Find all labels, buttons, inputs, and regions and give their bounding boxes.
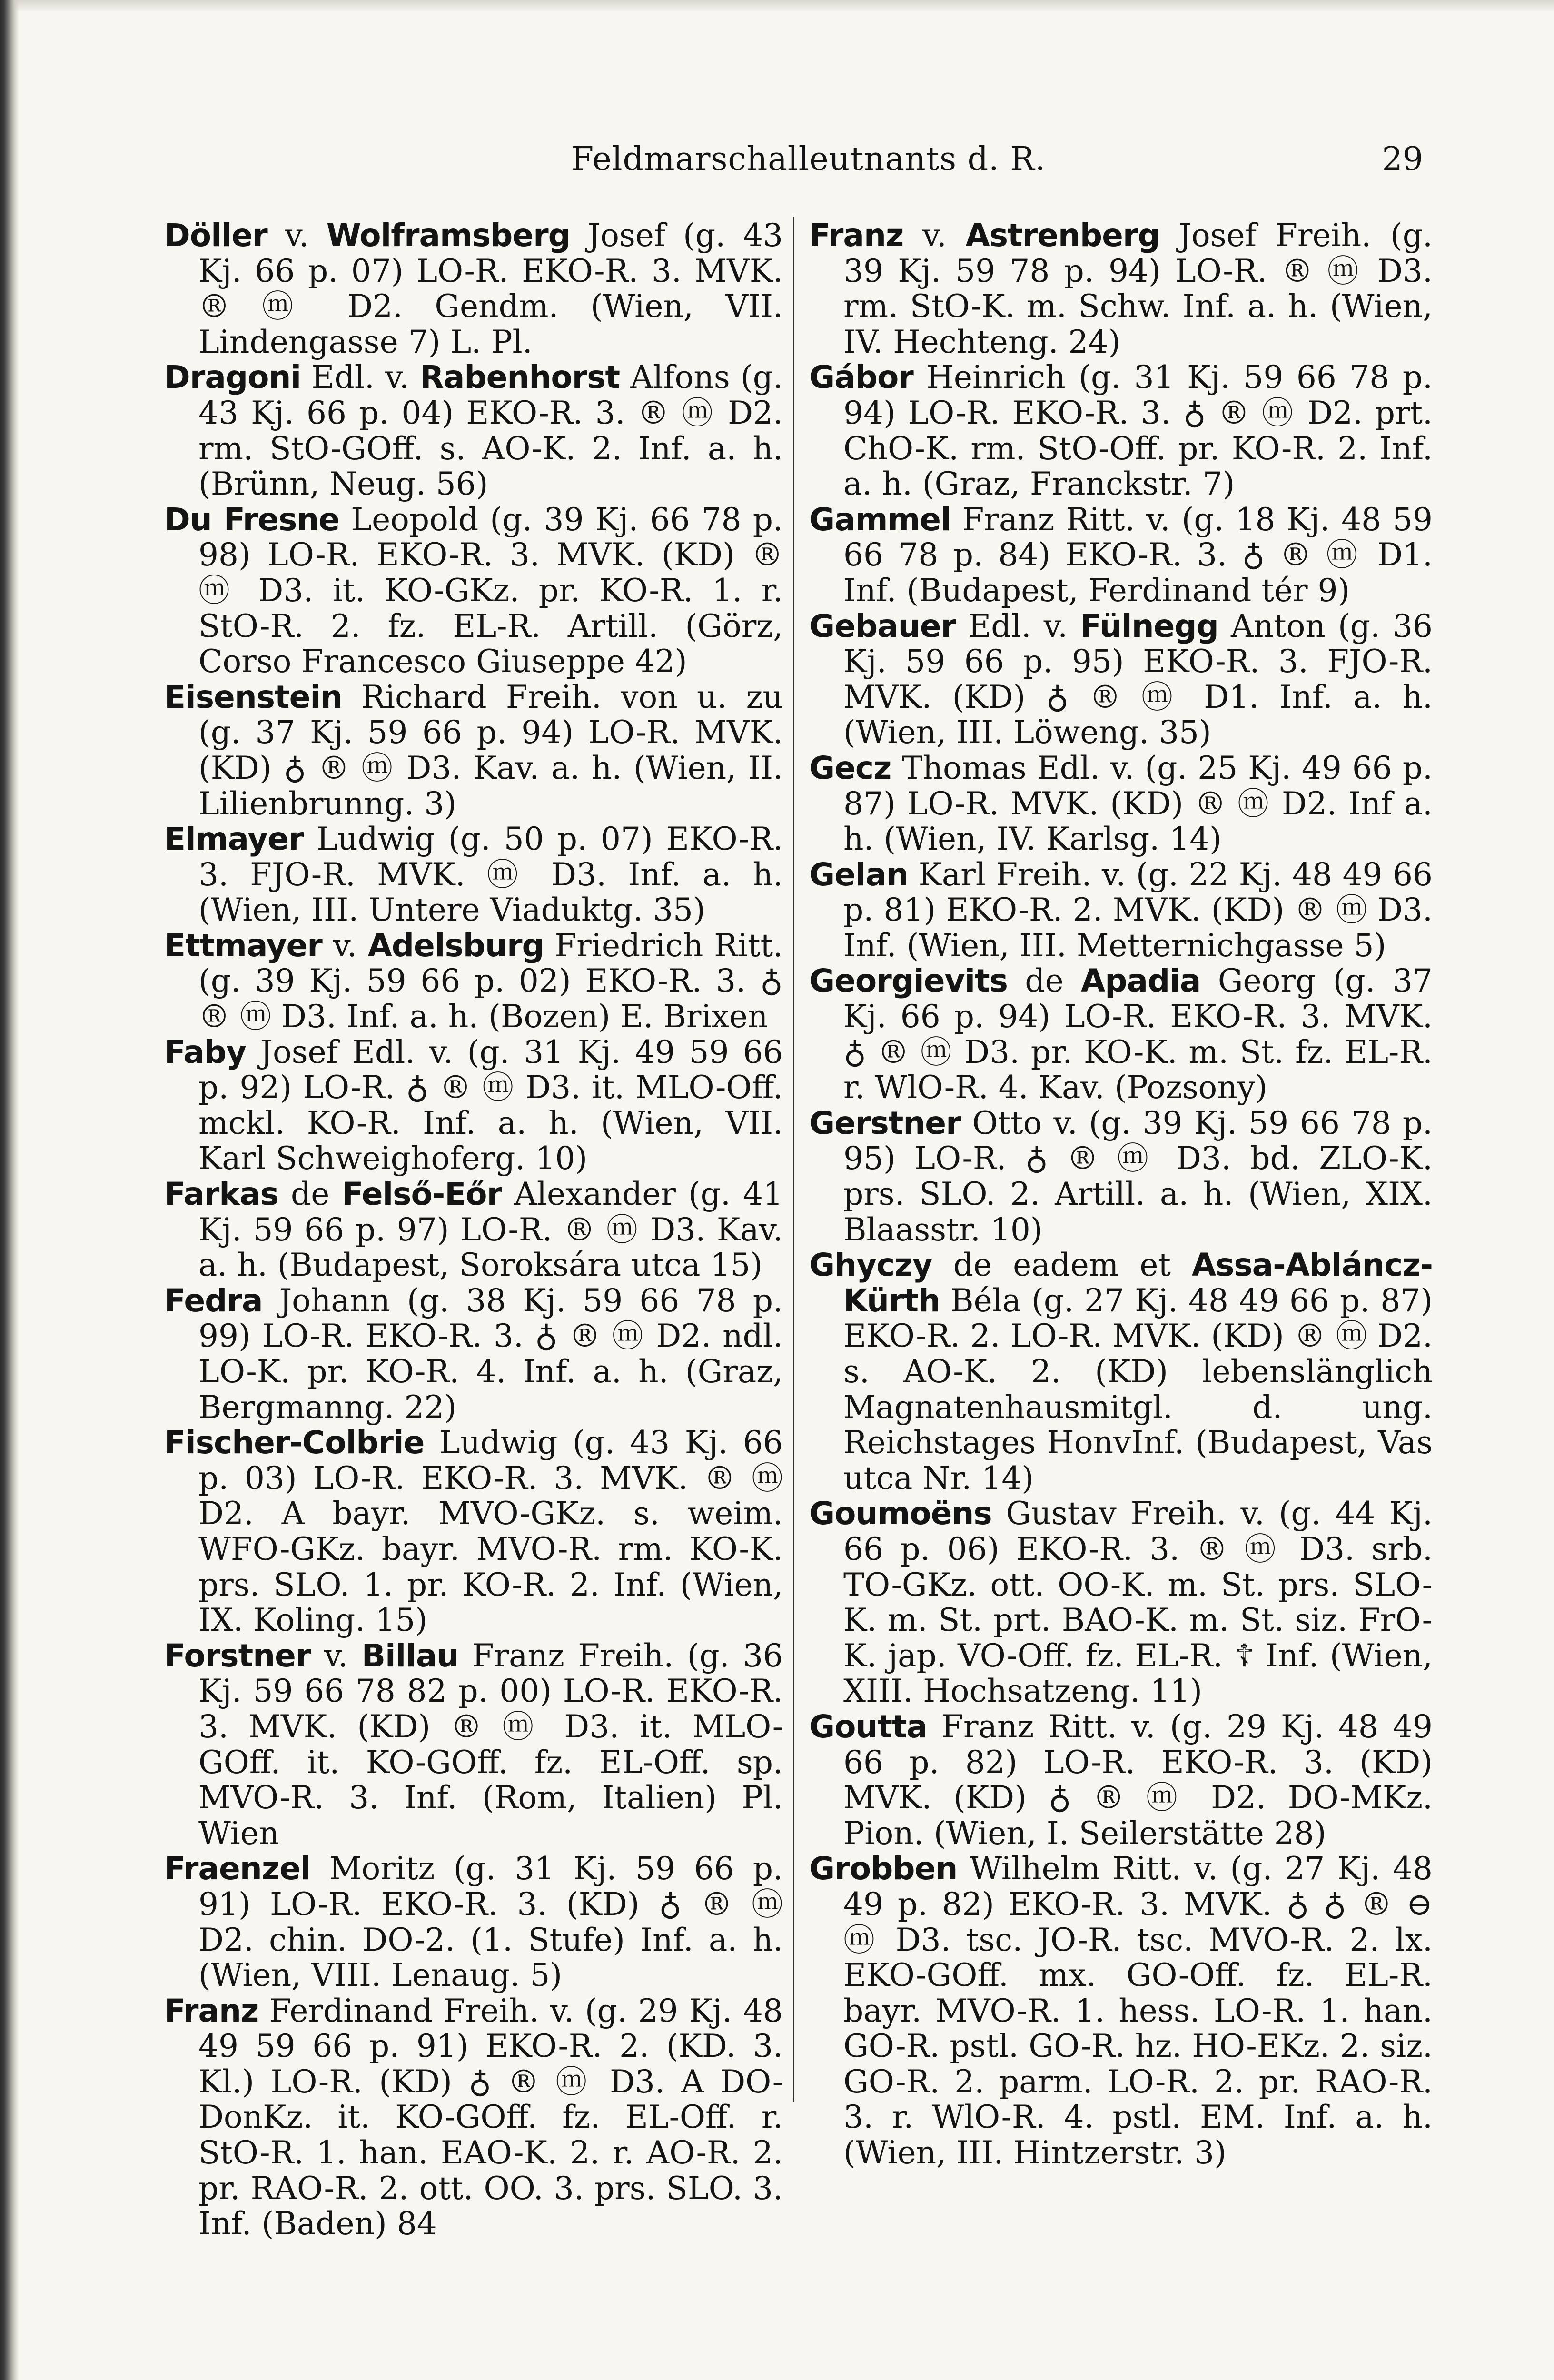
biography-entry (164, 1993, 783, 2242)
entry-headword: Apadia (1081, 962, 1201, 1000)
biography-entry (164, 1638, 783, 1852)
entry-text: Anton (g. 36 Kj. 59 66 p. 95) EKO-R. 3. FJO-R. MVK. (KD) ♁ ® ⓜ D1. Inf. a. h. (Wien, III. Löweng. 35) (843, 607, 1433, 751)
biography-entry (809, 360, 1433, 502)
entry-headword: Elmayer (164, 821, 304, 858)
entry-headword: Gelan (809, 856, 909, 893)
entry-text: Leopold (g. 39 Kj. 66 78 p. 98) LO-R. EKO-R. 3. MVK. (KD) ® ⓜ D3. it. KO-GKz. pr. KO-R. 1. r. StO-R. 2. fz. EL-R. Artill. (Görz, Corso Francesco Giuseppe 42) (198, 501, 783, 680)
entry-headword: Georgievits (809, 962, 1008, 1000)
biography-entry (164, 1851, 783, 1993)
entry-headword: Franz (809, 217, 904, 254)
biography-entry (809, 502, 1433, 609)
entry-headword: Billau (361, 1637, 459, 1674)
biography-entry (809, 1851, 1433, 2171)
biography-entry (809, 1106, 1433, 1248)
biography-entry (164, 1283, 783, 1425)
entry-text: v. (322, 927, 368, 964)
biography-entry (809, 1709, 1433, 1851)
entry-text: v. (903, 217, 966, 254)
entry-headword: Du Fresne (164, 501, 340, 538)
running-title: Feldmarschalleutnants d. R. (571, 140, 1046, 178)
entry-headword: Rabenhorst (420, 359, 620, 396)
entry-text: Ludwig (g. 50 p. 07) EKO-R. 3. FJO-R. MVK. ⓜ D3. Inf. a. h. (Wien, III. Untere Viaduktg. 35) (198, 821, 783, 929)
entry-headword: Forstner (164, 1637, 311, 1674)
right-column (809, 218, 1433, 2171)
biography-entry (809, 857, 1433, 964)
entry-headword: Goumoëns (809, 1495, 992, 1532)
entry-headword: Grobben (809, 1850, 958, 1887)
entry-headword: Wolframsberg (326, 217, 570, 254)
entry-headword: Eisenstein (164, 678, 342, 715)
biography-entry (809, 1248, 1433, 1496)
biography-entry (164, 680, 783, 822)
entry-headword: Fraenzel (164, 1850, 311, 1887)
entry-text: Josef Edl. v. (g. 31 Kj. 49 59 66 p. 92) LO-R. ♁ ® ⓜ D3. it. MLO-Off. mckl. KO-R. Inf. a. h. (Wien, VII. Karl Schweighoferg. 10) (198, 1033, 783, 1177)
entry-text: v. (310, 1637, 362, 1674)
entry-headword: Gebauer (809, 607, 956, 645)
entry-text: Ludwig (g. 43 Kj. 66 p. 03) LO-R. EKO-R. 3. MVK. ® ⓜ D2. A bayr. MVO-GKz. s. weim. WFO-GKz. bayr. MVO-R. rm. KO-K. prs. SLO. 1. pr. KO-R. 2. Inf. (Wien, IX. Koling. 15) (198, 1424, 783, 1639)
biography-entry (164, 360, 783, 502)
entry-text: Georg (g. 37 Kj. 66 p. 94) LO-R. EKO-R. 3. MVK. ♁ ® ⓜ D3. pr. KO-K. m. St. fz. EL-R. r. WlO-R. 4. Kav. (Pozsony) (843, 962, 1433, 1106)
biography-entry (164, 928, 783, 1035)
biography-entry (809, 218, 1433, 360)
biography-entry (164, 1177, 783, 1283)
entry-text: Karl Freih. v. (g. 22 Kj. 48 49 66 p. 81) EKO-R. 2. MVK. (KD) ® ⓜ D3. Inf. (Wien, III. Metternichgasse 5) (843, 856, 1433, 964)
page-top-shadow (0, 0, 1554, 12)
entry-headword: Fischer-Colbrie (164, 1424, 425, 1461)
biography-entry (164, 218, 783, 360)
entry-headword: Ettmayer (164, 927, 322, 964)
entry-text: Heinrich (g. 31 Kj. 59 66 78 p. 94) LO-R. EKO-R. 3. ♁ ® ⓜ D2. prt. ChO-K. rm. StO-Off. pr. KO-R. 2. Inf. a. h. (Graz, Franckstr. 7) (843, 359, 1433, 503)
biography-entry (809, 751, 1433, 857)
entry-text: Josef (g. 43 Kj. 66 p. 07) LO-R. EKO-R. 3. MVK. ® ⓜ D2. Gendm. (Wien, VII. Lindengasse 7) L. Pl. (198, 217, 783, 360)
entry-headword: Ghyczy (809, 1247, 932, 1284)
entry-text: de eadem et (932, 1247, 1192, 1284)
entry-text: Friedrich Ritt. (g. 39 Kj. 59 66 p. 02) EKO-R. 3. ♁ ® ⓜ D3. Inf. a. h. (Bozen) E. Brixen (198, 927, 783, 1035)
entry-headword: Gerstner (809, 1104, 961, 1141)
entry-text: de (278, 1176, 342, 1213)
biography-entry (809, 609, 1433, 751)
entry-text: Alexander (g. 41 Kj. 59 66 p. 97) LO-R. ® ⓜ D3. Kav. a. h. (Budapest, Soroksára utca 15) (198, 1176, 783, 1284)
entry-text: Alfons (g. 43 Kj. 66 p. 04) EKO-R. 3. ® ⓜ D2. rm. StO-GOff. s. AO-K. 2. Inf. a. h. (Brünn, Neug. 56) (198, 359, 783, 503)
biography-entry (809, 1496, 1433, 1709)
column-divider (793, 217, 794, 2102)
entry-headword: Döller (164, 217, 267, 254)
entry-text: Béla (g. 27 Kj. 48 49 66 p. 87) EKO-R. 2. LO-R. MVK. (KD) ® ⓜ D2. s. AO-K. 2. (KD) lebenslänglich Magnatenhausmitgl. d. ung. Reichstages HonvInf. (Budapest, Vas utca Nr. 14) (843, 1282, 1433, 1497)
entry-text: Richard Freih. von u. zu (g. 37 Kj. 59 66 p. 94) LO-R. MVK. (KD) ♁ ® ⓜ D3. Kav. a. h. (Wien, II. Lilienbrunng. 3) (198, 678, 783, 822)
entry-headword: Goutta (809, 1708, 928, 1745)
entry-headword: Astrenberg (965, 217, 1160, 254)
entry-text: v. (267, 217, 327, 254)
entry-text: Edl. v. (956, 607, 1080, 645)
entry-headword: Faby (164, 1033, 247, 1071)
biography-entry (164, 822, 783, 928)
entry-headword: Dragoni (164, 359, 301, 396)
left-column (164, 218, 783, 2242)
entry-text: Johann (g. 38 Kj. 59 66 78 p. 99) LO-R. EKO-R. 3. ♁ ® ⓜ D2. ndl. LO-K. pr. KO-R. 4. Inf. a. h. (Graz, Bergmanng. 22) (198, 1282, 783, 1426)
biography-entry (164, 1035, 783, 1177)
entry-text: Gustav Freih. v. (g. 44 Kj. 66 p. 06) EKO-R. 3. ® ⓜ D3. srb. TO-GKz. ott. OO-K. m. St. prs. SLO-K. m. St. prt. BAO-K. m. St. siz. FrO-K. jap. VO-Off. fz. EL-R. ☦ Inf. (Wien, XIII. Hochsatzeng. 11) (843, 1495, 1433, 1710)
entry-text: Moritz (g. 31 Kj. 59 66 p. 91) LO-R. EKO-R. 3. (KD) ♁ ® ⓜ D2. chin. DO-2. (1. Stufe) Inf. a. h. (Wien, VIII. Lenaug. 5) (198, 1850, 783, 1994)
biography-entry (809, 963, 1433, 1105)
entry-headword: Fülnegg (1080, 607, 1218, 645)
entry-text: Otto v. (g. 39 Kj. 59 66 78 p. 95) LO-R. ♁ ® ⓜ D3. bd. ZLO-K. prs. SLO. 2. Artill. a. h. (Wien, XIX. Blaasstr. 10) (843, 1104, 1433, 1248)
entry-headword: Franz (164, 1992, 259, 2029)
running-header (0, 140, 1554, 183)
entry-headword: Farkas (164, 1176, 279, 1213)
entry-headword: Gammel (809, 501, 951, 538)
entry-headword: Felső-Eőr (342, 1176, 502, 1213)
entry-text: Wilhelm Ritt. v. (g. 27 Kj. 48 49 p. 82) EKO-R. 3. MVK. ♁ ♁ ® ⊖ ⓜ D3. tsc. JO-R. tsc. MVO-R. 2. lx. EKO-GOff. mx. GO-Off. fz. EL-R. bayr. MVO-R. 1. hess. LO-R. 1. han. GO-R. pstl. GO-R. hz. HO-EKz. 2. siz. GO-R. 2. parm. LO-R. 2. pr. RAO-R. 3. r. WlO-R. 4. pstl. EM. Inf. a. h. (Wien, III. Hintzerstr. 3) (843, 1850, 1433, 2172)
entry-text: Ferdinand Freih. v. (g. 29 Kj. 48 49 59 66 p. 91) EKO-R. 2. (KD. 3. Kl.) LO-R. (KD) ♁ ® ⓜ D3. A DO-DonKz. it. KO-GOff. fz. EL-Off. r. StO-R. 1. han. EAO-K. 2. r. AO-R. 2. pr. RAO-R. 2. ott. OO. 3. prs. SLO. 3. Inf. (Baden) 84 (198, 1992, 783, 2242)
entry-text: Franz Ritt. v. (g. 18 Kj. 48 59 66 78 p. 84) EKO-R. 3. ♁ ® ⓜ D1. Inf. (Budapest, Ferdinand tér 9) (843, 501, 1433, 609)
biography-entry (164, 1425, 783, 1638)
entry-text: Edl. v. (301, 359, 420, 396)
entry-headword: Fedra (164, 1282, 263, 1319)
entry-headword: Assa-Abláncz-Kürth (843, 1247, 1433, 1319)
entry-text: Franz Ritt. v. (g. 29 Kj. 48 49 66 p. 82) LO-R. EKO-R. 3. (KD) MVK. (KD) ♁ ® ⓜ D2. DO-MKz. Pion. (Wien, I. Seilerstätte 28) (843, 1708, 1433, 1852)
entry-text: Franz Freih. (g. 36 Kj. 59 66 78 82 p. 00) LO-R. EKO-R. 3. MVK. (KD) ® ⓜ D3. it. MLO-GOff. it. KO-GOff. fz. EL-Off. sp. MVO-R. 3. Inf. (Rom, Italien) Pl. Wien (198, 1637, 783, 1852)
entry-text: Josef Freih. (g. 39 Kj. 59 78 p. 94) LO-R. ® ⓜ D3. rm. StO-K. m. Schw. Inf. a. h. (Wien, IV. Hechteng. 24) (843, 217, 1433, 360)
biography-entry (164, 502, 783, 680)
entry-headword: Gecz (809, 749, 891, 786)
page-binding-shadow (0, 0, 19, 2380)
entry-headword: Gábor (809, 359, 913, 396)
entry-headword: Adelsburg (367, 927, 544, 964)
entry-text: de (1007, 962, 1081, 1000)
page-number: 29 (1382, 140, 1423, 178)
entry-text: Thomas Edl. v. (g. 25 Kj. 49 66 p. 87) LO-R. MVK. (KD) ® ⓜ D2. Inf a. h. (Wien, IV. Karlsg. 14) (843, 749, 1433, 858)
